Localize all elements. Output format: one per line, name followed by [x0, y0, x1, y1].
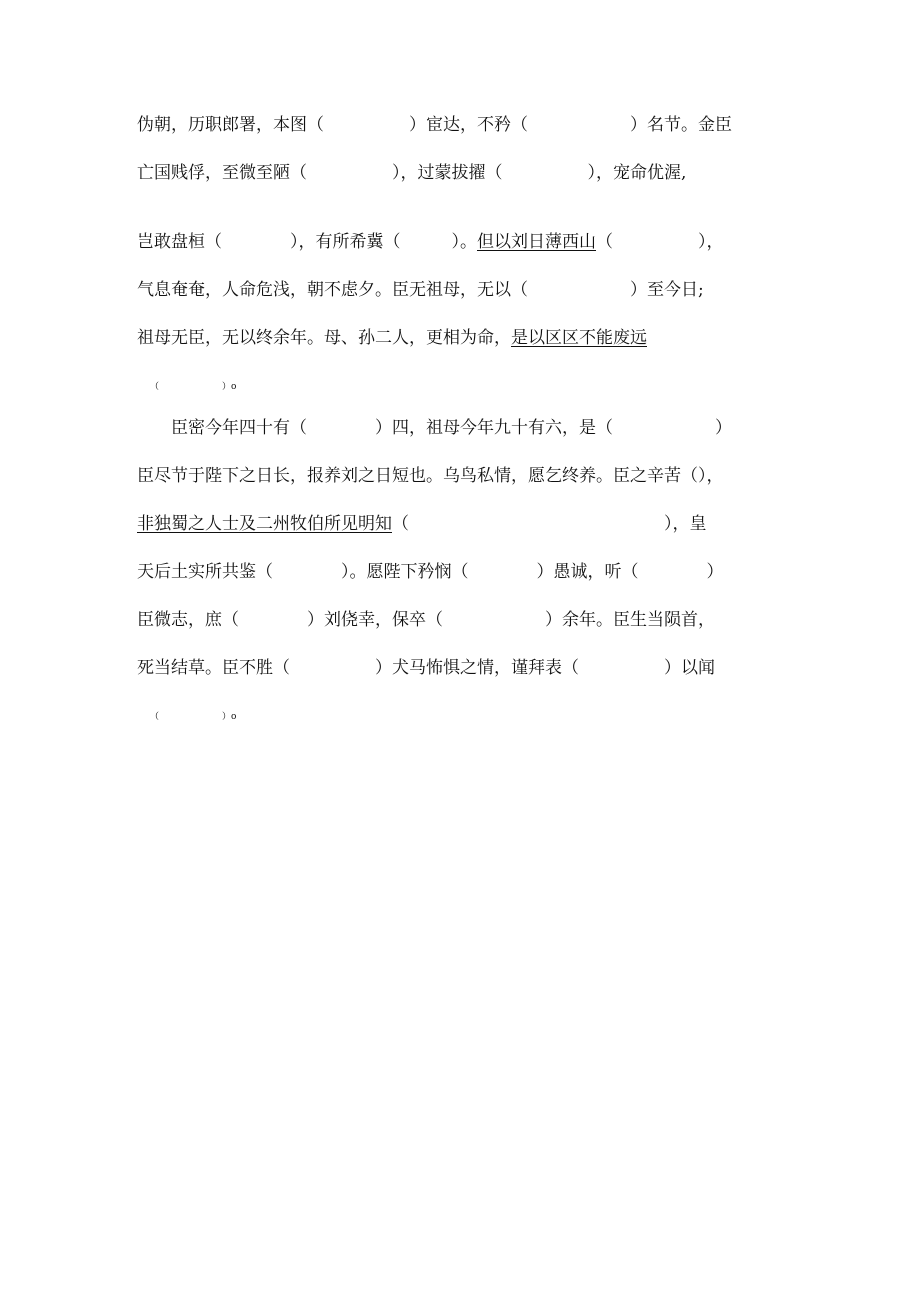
underlined-text: 是以区区不能废远 — [511, 328, 647, 348]
text-line-3 — [137, 231, 724, 253]
text-line-13 — [150, 711, 236, 723]
text-line-5 — [137, 327, 647, 349]
text-segment: 臣尽节于陛下之日长，报养刘之日短也。乌鸟私情，愿乞终养。臣之辛苦（）， — [137, 466, 724, 486]
text-segment: （ ）o — [150, 712, 237, 722]
text-line-12 — [137, 657, 715, 679]
text-line-11 — [137, 609, 715, 631]
text-segment: 天后土实所共鉴（ ）。愿陛下矜悯（ ）愚诚，听（ ） — [137, 562, 724, 582]
text-line-10 — [137, 561, 724, 583]
text-segment: （ ）， — [596, 232, 724, 252]
text-segment: （ ），皇 — [392, 514, 707, 534]
text-segment: 气息奄奄，人命危浅，朝不虑夕。臣无祖母，无以（ ）至今日; — [137, 280, 704, 300]
text-line-6 — [150, 381, 236, 393]
text-segment: 臣微志，庶（ ）刘侥幸，保卒（ ）余年。臣生当陨首， — [137, 610, 715, 630]
text-line-7 — [137, 417, 732, 439]
text-segment: 臣密今年四十有（ ）四，祖母今年九十有六，是（ ） — [137, 418, 732, 438]
text-line-8 — [137, 465, 724, 487]
text-segment: 死当结草。臣不胜（ ）犬马怖惧之情，谨拜表（ ）以闻 — [137, 658, 715, 678]
text-segment: 祖母无臣，无以终余年。母、孙二人，更相为命， — [137, 328, 511, 348]
text-line-1 — [137, 114, 732, 136]
text-line-4 — [137, 279, 704, 301]
text-segment: （ ）o — [150, 382, 237, 392]
underlined-text: 非独蜀之人士及二州牧伯所见明知 — [137, 514, 392, 534]
text-segment: 伪朝，历职郎署，本图（ ）宦达，不矜（ ）名节。金臣 — [137, 115, 732, 135]
underlined-text: 但以刘日薄西山 — [477, 232, 596, 252]
text-line-9 — [137, 513, 707, 535]
text-segment: 亡国贱俘，至微至陋（ ），过蒙拔擢（ ），宠命优渥, — [137, 163, 687, 183]
text-segment: 岂敢盘桓（ ），有所希冀（ ）。 — [137, 232, 477, 252]
text-line-2 — [137, 162, 686, 184]
